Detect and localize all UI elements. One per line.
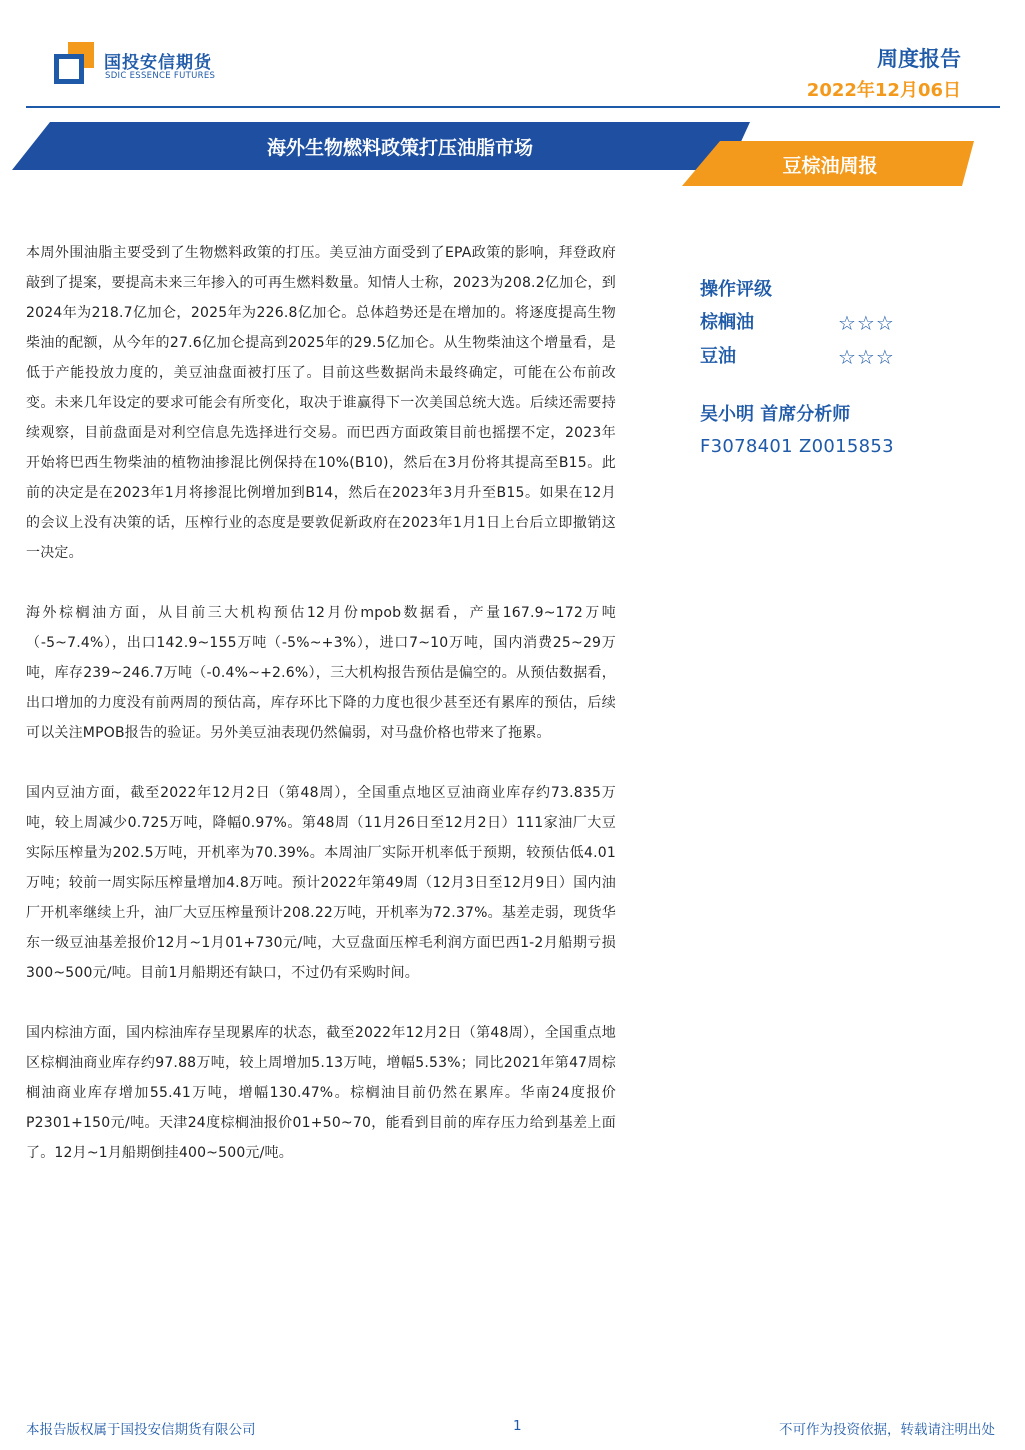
sidebar [700, 274, 990, 462]
star-rating-icon: ☆☆☆ [838, 311, 895, 335]
rating-name: 棕榈油 [700, 312, 754, 333]
footer-copyright: 本报告版权属于国投安信期货有限公司 [26, 1422, 256, 1438]
analyst-id: F3078401 Z0015853 [700, 436, 894, 457]
rating-title: 操作评级 [700, 279, 772, 300]
body-paragraph: 本周外围油脂主要受到了生物燃料政策的打压。美豆油方面受到了EPA政策的影响，拜登政府敲到了提案，要提高未来三年掺入的可再生燃料数量。知情人士称，2023为208.2亿加仑，到2024年为218.7亿加仑，2025年为226.8亿加仑。总体趋势还是在增加的。将逐度提高生物柴油的配额，从今年的27.6亿加仑提高到2025年的29.5亿加仑。从生物柴油这个增量看，是低于产能投放力度的，美豆油盘面被打压了。目前这些数据尚未最终确定，可能在公布前改变。未来几年设定的要求可能会有所变化，取决于谁赢得下一次美国总统大选。后续还需要持续观察，目前盘面是对利空信息先选择进行交易。而巴西方面政策目前也摇摆不定，2023年开始将巴西生物柴油的植物油掺混比例保持在10%(B10)，然后在3月份将其提高至B15。此前的决定是在2023年1月将掺混比例增加到B14，然后在2023年3月升至B15。如果在12月的会议上没有决策的话，压榨行业的态度是要敦促新政府在2023年1月1日上台后立即撤销这一决定。 [26, 245, 616, 561]
logo-text-en: SDIC ESSENCE FUTURES [105, 71, 216, 81]
report-subtitle: 豆棕油周报 [782, 155, 878, 177]
header-divider [26, 106, 1000, 108]
rating-row [700, 340, 990, 374]
body-paragraph: 海外棕榈油方面，从目前三大机构预估12月份mpob数据看，产量167.9~172万吨（-5~7.4%），出口142.9~155万吨（-5%~+3%），进口7~10万吨，国内消费25~29万吨，库存239~246.7万吨（-0.4%~+2.6%），三大机构报告预估是偏空的。从预估数据看，出口增加的力度没有前两周的预估高，库存环比下降的力度也很少甚至还有累库的预估，后续可以关注MPOB报告的验证。另外美豆油表现仍然偏弱，对马盘价格也带来了拖累。 [26, 605, 616, 741]
body-paragraph: 国内棕油方面，国内棕油库存呈现累库的状态，截至2022年12月2日（第48周），全国重点地区棕榈油商业库存约97.88万吨，较上周增加5.13万吨，增幅5.53%；同比2021年第47周棕榈油商业库存增加55.41万吨，增幅130.47%。棕榈油目前仍然在累库。华南24度报价 P2301+150元/吨。天津24度棕榈油报价01+50~70，能看到目前的库存压力给到基差上面了。12月~1月船期倒挂400~500元/吨。 [26, 1025, 616, 1161]
company-logo [54, 40, 254, 90]
logo-text-cn: 国投安信期货 [104, 53, 212, 73]
rating-name: 豆油 [700, 346, 736, 367]
report-date: 2022年12月06日 [806, 80, 961, 101]
logo-mark-icon [54, 42, 94, 82]
page-number: 1 [513, 1418, 522, 1434]
rating-row [700, 306, 990, 340]
report-title: 海外生物燃料政策打压油脂市场 [266, 137, 533, 159]
body-paragraph: 国内豆油方面，截至2022年12月2日（第48周），全国重点地区豆油商业库存约73.835万吨，较上周减少0.725万吨，降幅0.97%。第48周（11月26日至12月2日）111家油厂大豆实际压榨量为202.5万吨，开机率为70.39%。本周油厂实际开机率低于预期，较预估低4.01万吨；较前一周实际压榨量增加4.8万吨。预计2022年第49周（12月3日至12月9日）国内油厂开机率继续上升，油厂大豆压榨量预计208.22万吨，开机率为72.37%。基差走弱，现货华东一级豆油基差报价12月~1月01+730元/吨，大豆盘面压榨毛利润方面巴西1-2月船期亏损300~500元/吨。目前1月船期还有缺口，不过仍有采购时间。 [26, 785, 616, 981]
analyst-name: 吴小明 首席分析师 [700, 404, 851, 425]
report-type: 周度报告 [877, 47, 961, 71]
footer-disclaimer: 不可作为投资依据，转载请注明出处 [779, 1422, 995, 1438]
report-body [26, 238, 616, 1198]
star-rating-icon: ☆☆☆ [838, 345, 895, 369]
